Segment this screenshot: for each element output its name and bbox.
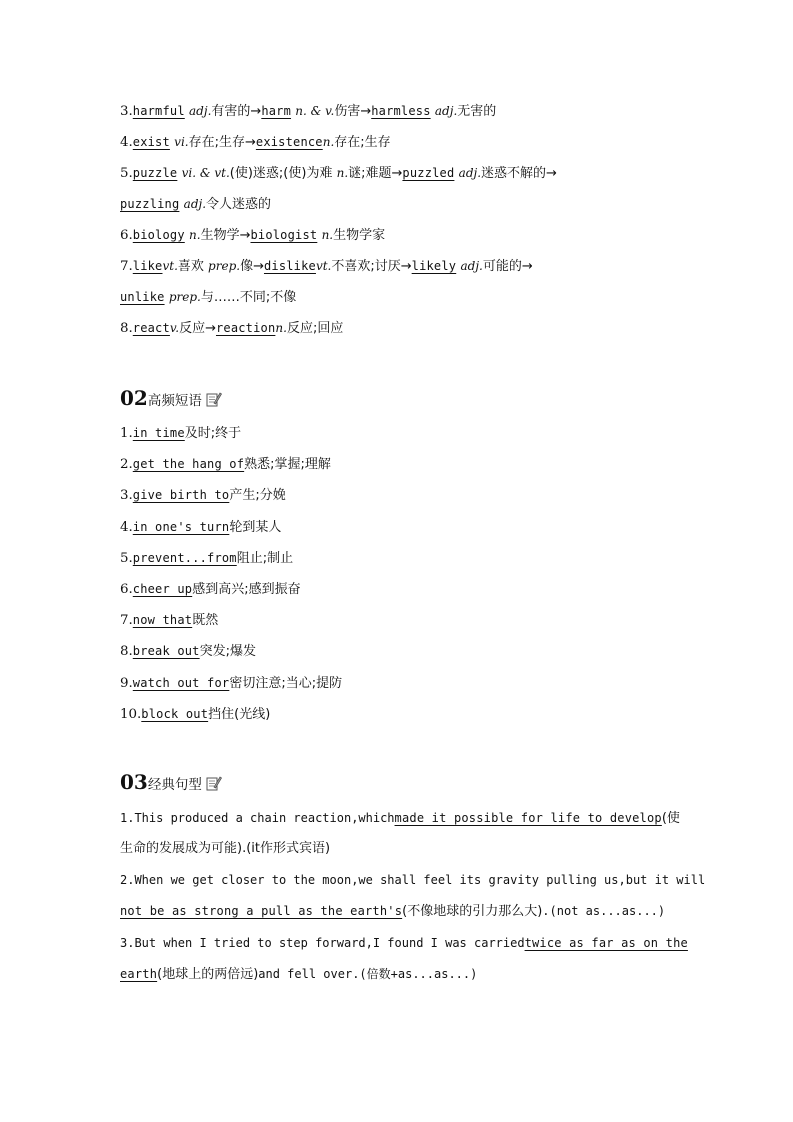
item-number: 2.: [120, 457, 133, 472]
answer-blank: block out: [141, 707, 209, 721]
sentence-text: 3.But when I tried to step forward,I found I was carried: [120, 936, 525, 950]
vocab-line: [120, 164, 557, 183]
part-of-speech: adj.: [460, 259, 483, 273]
sentence-text: 2.When we get closer to the moon,we shall feel its gravity pulling us,but it will: [120, 873, 706, 887]
answer-blank: not be as strong a pull as the earth's: [120, 904, 403, 918]
part-of-speech: vt.: [315, 259, 332, 273]
item-number: 10.: [120, 707, 142, 722]
note-edit-icon: [206, 391, 222, 411]
vocab-line: [120, 133, 391, 152]
phrase-line: [120, 580, 301, 599]
chinese-gloss: 生物学家: [333, 228, 386, 243]
item-number: 7.: [120, 613, 133, 628]
sentence-text: .(not as...as...): [542, 904, 666, 918]
answer-blank: puzzling: [120, 197, 180, 211]
part-of-speech: vi.: [174, 135, 189, 149]
chinese-gloss: (使: [661, 811, 680, 826]
part-of-speech: n.: [336, 166, 349, 180]
item-number: 6.: [120, 582, 133, 597]
sentence-line: [120, 840, 330, 858]
chinese-gloss: 生物学→: [200, 228, 251, 243]
part-of-speech: n. & v.: [295, 104, 335, 118]
chinese-gloss: 感到高兴;感到振奋: [192, 582, 301, 597]
phrase-line: [120, 549, 293, 568]
answer-blank: reaction: [215, 321, 276, 335]
phrase-line: [120, 705, 270, 724]
chinese-gloss: (地球上的两倍远): [157, 967, 259, 982]
chinese-gloss: 喜欢: [177, 259, 209, 274]
item-number: 7.: [120, 259, 133, 274]
item-number: 8.: [120, 644, 133, 659]
sentence-line: [120, 902, 665, 921]
answer-blank: in one's turn: [132, 520, 230, 534]
section-number: 03: [120, 770, 148, 794]
phrase-line: [120, 455, 331, 474]
part-of-speech: v.: [169, 321, 180, 335]
vocab-line: [120, 102, 496, 121]
part-of-speech: vi. & vt.: [181, 166, 230, 180]
sentence-line: [120, 809, 680, 828]
part-of-speech: vt.: [162, 259, 178, 273]
phrase-line: [120, 674, 342, 693]
answer-blank: harm: [261, 104, 292, 118]
chinese-gloss: 令人迷惑的: [206, 197, 272, 212]
chinese-gloss: 轮到某人: [229, 520, 282, 535]
answer-blank: earth: [120, 967, 158, 981]
part-of-speech: n.: [189, 228, 201, 242]
vocab-line: [120, 195, 271, 214]
answer-blank: likely: [411, 259, 457, 273]
item-number: 4.: [120, 135, 133, 150]
section-title: 经典句型: [147, 777, 202, 793]
answer-blank: get the hang of: [132, 457, 245, 471]
part-of-speech: prep.: [208, 259, 241, 273]
part-of-speech: adj.: [458, 166, 482, 180]
item-number: 3.: [120, 488, 133, 503]
sentence-line: [120, 965, 477, 984]
part-of-speech: adj.: [183, 197, 207, 211]
part-of-speech: n.: [321, 228, 334, 242]
chinese-gloss: 可能的→: [482, 259, 533, 274]
item-number: 3.: [120, 104, 133, 119]
answer-blank: twice as far as on the: [524, 936, 688, 950]
phrase-line: [120, 642, 256, 661]
chinese-gloss: 伤害→: [334, 104, 372, 119]
answer-blank: prevent...from: [132, 551, 237, 565]
chinese-gloss: 存在;生存: [334, 135, 391, 150]
vocab-line: [120, 226, 385, 245]
answer-blank: harmful: [132, 104, 185, 118]
chinese-gloss: 挡住(光线): [208, 707, 271, 722]
chinese-gloss: 像→: [240, 259, 264, 274]
answer-blank: dislike: [263, 259, 316, 273]
answer-blank: react: [132, 321, 170, 335]
section-heading-sentences: [120, 770, 222, 795]
answer-blank: now that: [132, 613, 193, 627]
chinese-gloss: 反应→: [179, 321, 216, 336]
part-of-speech: adj.: [434, 104, 458, 118]
part-of-speech: n.: [275, 321, 287, 335]
chinese-gloss: 不喜欢;讨厌→: [331, 259, 412, 274]
phrase-line: [120, 611, 218, 630]
chinese-gloss: 阻止;制止: [236, 551, 294, 566]
section-number: 02: [120, 386, 148, 410]
vocab-line: [120, 288, 296, 307]
sentence-text: 1.This produced a chain reaction,which: [120, 811, 395, 825]
item-number: 1.: [120, 426, 133, 441]
chinese-gloss: 谜;难题→: [348, 166, 403, 181]
sentence-text: and fell over.(倍数+as...as...): [258, 967, 478, 981]
section-title: 高频短语: [147, 393, 202, 409]
chinese-gloss: 迷惑不解的→: [481, 166, 557, 181]
item-number: 4.: [120, 520, 133, 535]
answer-blank: in time: [132, 426, 185, 440]
phrase-line: [120, 486, 286, 505]
chinese-gloss: 生命的发展成为可能).(it作形式宾语): [120, 841, 331, 856]
answer-blank: made it possible for life to develop: [394, 811, 662, 825]
item-number: 8.: [120, 321, 133, 336]
answer-blank: existence: [255, 135, 323, 149]
vocab-line: [120, 257, 533, 276]
answer-blank: watch out for: [132, 676, 230, 690]
item-number: 5.: [120, 551, 133, 566]
chinese-gloss: 密切注意;当心;提防: [229, 676, 343, 691]
chinese-gloss: (使)迷惑;(使)为难: [229, 166, 337, 181]
answer-blank: break out: [132, 644, 200, 658]
answer-blank: biologist: [250, 228, 318, 242]
answer-blank: give birth to: [132, 488, 230, 502]
answer-blank: cheer up: [132, 582, 193, 596]
answer-blank: unlike: [120, 290, 165, 304]
item-number: 6.: [120, 228, 133, 243]
answer-blank: biology: [132, 228, 185, 242]
chinese-gloss: 与……不同;不像: [200, 290, 297, 305]
answer-blank: harmless: [371, 104, 431, 118]
chinese-gloss: 及时;终于: [184, 426, 242, 441]
part-of-speech: adj.: [189, 104, 212, 118]
chinese-gloss: 突发;爆发: [199, 644, 256, 659]
sentence-line: [120, 871, 705, 890]
chinese-gloss: (不像地球的引力那么大): [402, 904, 543, 919]
section-heading-phrases: [120, 386, 222, 411]
phrase-line: [120, 518, 281, 537]
chinese-gloss: 有害的→: [211, 104, 262, 119]
chinese-gloss: 产生;分娩: [229, 488, 286, 503]
part-of-speech: n.: [322, 135, 335, 149]
note-edit-icon: [206, 775, 222, 795]
chinese-gloss: 存在;生存→: [188, 135, 256, 150]
answer-blank: puzzled: [402, 166, 455, 180]
answer-blank: puzzle: [132, 166, 178, 180]
vocab-line: [120, 319, 343, 338]
item-number: 9.: [120, 676, 133, 691]
chinese-gloss: 熟悉;掌握;理解: [244, 457, 331, 472]
answer-blank: like: [132, 259, 163, 273]
part-of-speech: prep.: [168, 290, 201, 304]
item-number: 5.: [120, 166, 133, 181]
chinese-gloss: 无害的: [457, 104, 497, 119]
phrase-line: [120, 424, 241, 443]
answer-blank: exist: [132, 135, 170, 149]
chinese-gloss: 既然: [192, 613, 219, 628]
chinese-gloss: 反应;回应: [286, 321, 344, 336]
sentence-line: [120, 934, 688, 953]
